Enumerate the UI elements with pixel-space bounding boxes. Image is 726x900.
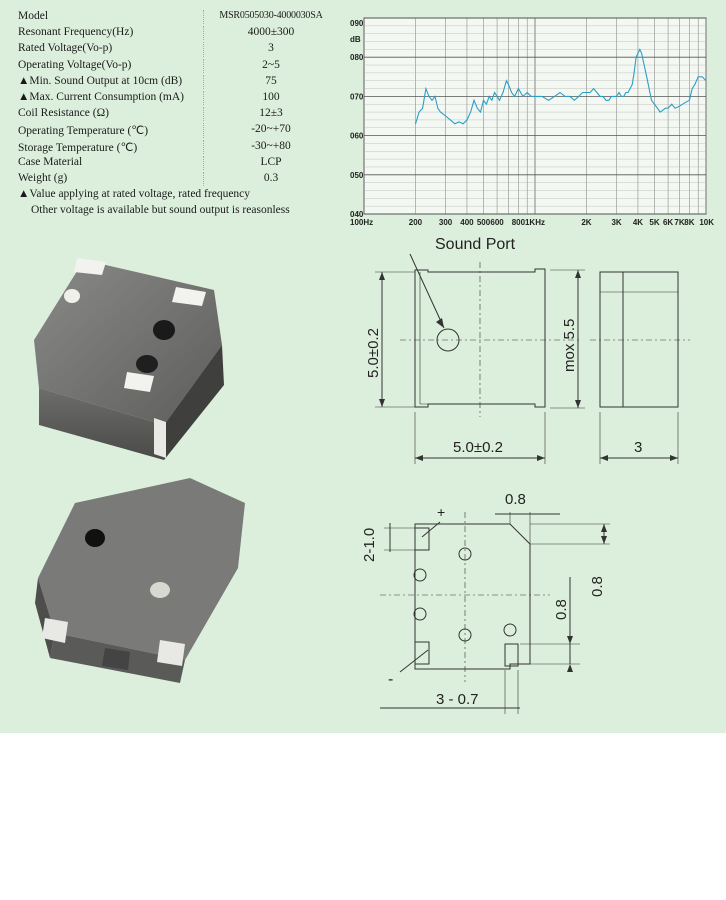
spec-label: Case Material [18, 155, 83, 168]
spec-value: 2~5 [262, 58, 280, 71]
minus-terminal-label: - [388, 671, 394, 688]
spec-divider [203, 10, 204, 24]
spec-label: Resonant Frequency(Hz) [18, 26, 134, 39]
dim-top: 0.8 [505, 491, 526, 508]
sound-port-label: Sound Port [435, 236, 516, 253]
dim-mid: 0.8 [553, 599, 570, 620]
y-axis-ticks [350, 19, 364, 219]
spec-value: 0.3 [263, 171, 279, 184]
spec-value: -30~+80 [251, 139, 291, 152]
x-tick-label: 600 [490, 218, 504, 227]
x-tick-label: 10K [699, 218, 714, 227]
chart-grid [364, 18, 706, 214]
spec-value: 75 [265, 74, 277, 87]
spec-row [18, 57, 338, 73]
spec-label: Coil Resistance (Ω) [18, 107, 109, 120]
spec-label: Weight (g) [18, 171, 68, 184]
spec-row [18, 89, 338, 105]
x-tick-label: 4K [632, 218, 644, 227]
spec-row [18, 24, 338, 40]
product-photo-top [14, 240, 244, 465]
x-tick-label: 3K [611, 218, 622, 227]
product-photo-bottom [30, 478, 260, 688]
spec-row [18, 73, 338, 89]
spec-label: Operating Temperature (℃) [18, 125, 149, 138]
spec-divider [203, 26, 204, 40]
spec-value: 100 [262, 90, 280, 103]
spec-row [18, 105, 338, 121]
y-tick-label: 040 [350, 210, 364, 219]
spec-divider [203, 91, 204, 105]
spec-label: ▲Max. Current Consumption (mA) [18, 90, 184, 103]
spec-divider [203, 59, 204, 73]
spec-value: 4000±300 [247, 26, 295, 39]
y-tick-label: 070 [350, 92, 364, 102]
y-tick-label: 090 [350, 19, 364, 28]
spec-value: 3 [268, 42, 274, 55]
x-tick-label: 7K [674, 218, 685, 227]
spec-divider [203, 140, 204, 154]
spec-value: -20~+70 [251, 123, 291, 136]
spec-row [18, 138, 338, 154]
x-tick-label: 100Hz [350, 218, 374, 227]
dim-height: 5.0±0.2 [365, 328, 382, 378]
spec-value: 12±3 [259, 107, 283, 120]
spec-divider [203, 172, 204, 186]
x-tick-label: 300 [438, 218, 453, 227]
x-tick-label: 800 [511, 218, 526, 227]
spec-row [18, 121, 338, 137]
x-tick-label: 8K [684, 218, 695, 227]
spec-divider [203, 156, 204, 170]
dim-right: 0.8 [589, 576, 606, 597]
x-axis-ticks [350, 218, 714, 227]
x-tick-label: 1KHz [524, 218, 546, 227]
spec-table [18, 8, 338, 186]
spec-value: MSR0505030-4000030SA [219, 10, 323, 21]
spec-label: Rated Voltage(Vo-p) [18, 42, 113, 55]
y-tick-label: 060 [350, 131, 364, 141]
spec-label: Operating Voltage(Vo-p) [18, 58, 132, 71]
spec-row [18, 170, 338, 186]
dim-max: mox 5.5 [561, 318, 578, 372]
y-tick-label: 050 [350, 170, 364, 180]
frequency-response-chart [350, 6, 720, 236]
spec-divider [203, 107, 204, 121]
dimension-drawing [360, 232, 720, 722]
spec-row [18, 8, 338, 24]
x-tick-label: 6K [662, 218, 674, 227]
x-tick-label: 2K [581, 218, 592, 227]
spec-divider [203, 123, 204, 137]
note-rated: ▲Value applying at rated voltage, rated frequency [18, 188, 251, 200]
x-tick-label: 400 [460, 218, 474, 227]
x-tick-label: 5K [649, 218, 660, 227]
x-tick-label: 500 [476, 218, 491, 227]
dim-pad: 2-1.0 [361, 527, 378, 562]
x-tick-label: 200 [408, 218, 423, 227]
spec-row [18, 154, 338, 170]
spec-divider [203, 42, 204, 56]
spec-divider [203, 75, 204, 89]
spec-label: ▲Min. Sound Output at 10cm (dB) [18, 74, 183, 87]
dim-width: 5.0±0.2 [453, 439, 503, 456]
plus-terminal-label: + [437, 504, 446, 520]
spec-row [18, 40, 338, 56]
spec-label: Model [18, 10, 49, 22]
spec-label: Storage Temperature (℃) [18, 141, 138, 154]
y-tick-label: 080 [350, 53, 364, 63]
dim-bottom: 3 - 0.7 [436, 691, 479, 708]
note-other-voltage: Other voltage is available but sound output is reasonless [31, 204, 290, 216]
y-axis-label: dB [350, 35, 361, 44]
dim-side: 3 [634, 439, 643, 456]
spec-value: LCP [260, 155, 282, 168]
